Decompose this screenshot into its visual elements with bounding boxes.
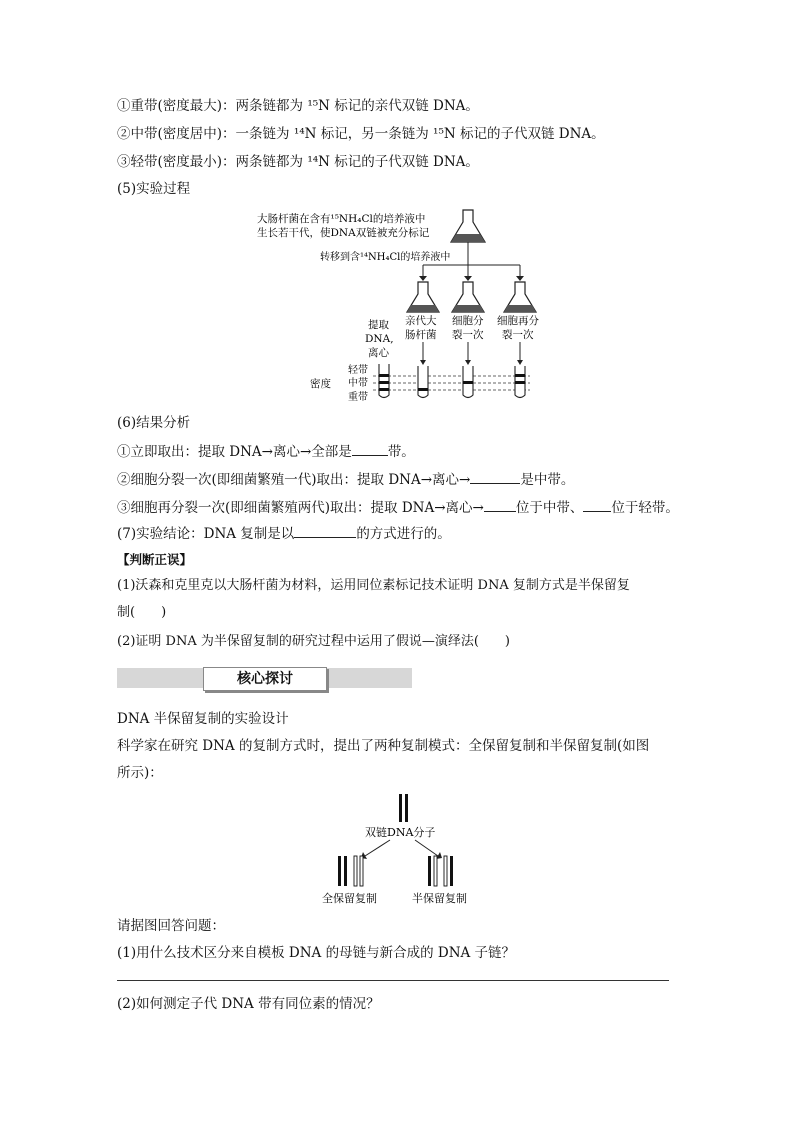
flask-gen2-icon — [504, 282, 536, 312]
question-1: (1)用什么技术区分来自模板 DNA 的母链与新合成的 DNA 子链？ — [117, 945, 516, 961]
tube-reference-icon — [379, 364, 389, 398]
experiment-process-figure — [245, 200, 565, 410]
fig1-flask2-label-1: 细胞分 — [452, 315, 484, 327]
blank-1 — [352, 442, 388, 456]
fig2-right-label: 半保留复制 — [412, 892, 467, 905]
blank-5 — [294, 524, 356, 538]
fig1-flask1-label-2: 肠杆菌 — [405, 329, 437, 341]
fig2-center-label: 双链DNA分子 — [365, 826, 436, 839]
judge-item-1-a: (1)沃森和克里克以大肠杆菌为材料，运用同位素标记技术证明 DNA 复制方式是半保留复 — [117, 578, 630, 593]
result-item-1-text-b: 带。 — [387, 444, 415, 460]
fig1-top-text-1: 大肠杆菌在含有¹⁵NH₄Cl的培养液中 — [257, 213, 426, 225]
fig1-top-text-2: 生长若干代，使DNA双链被充分标记 — [257, 227, 430, 239]
replication-models-figure — [310, 790, 490, 908]
question-intro: 请据图回答问题： — [117, 918, 225, 934]
fig1-extract-2: DNA, — [365, 333, 394, 345]
conclusion-text-b: 的方式进行的。 — [356, 526, 451, 542]
answer-line-1 — [117, 980, 669, 981]
question-2: (2)如何测定子代 DNA 带有同位素的情况？ — [117, 996, 380, 1012]
result-item-2-text-a: ②细胞分裂一次(即细菌繁殖一代)取出：提取 DNA→离心→ — [117, 472, 471, 488]
result-item-2-text-b: 是中带。 — [520, 472, 575, 488]
flask-parent-icon — [407, 282, 439, 312]
section-title: 核心探讨 — [203, 667, 327, 691]
fig1-extract-3: 离心 — [368, 347, 389, 359]
band-middle-text: ②中带(密度居中)：一条链为 ¹⁴N 标记，另一条链为 ¹⁵N 标记的子代双链 DNA。 — [117, 126, 605, 142]
experiment-process-heading: (5)实验过程 — [117, 181, 191, 197]
result-item-2 — [117, 470, 574, 489]
flask-gen1-icon — [452, 282, 484, 312]
fig1-flask3-label-2: 裂一次 — [502, 329, 534, 341]
result-item-3 — [117, 498, 679, 517]
band-heavy-text: ①重带(密度最大)：两条链都为 ¹⁵N 标记的亲代双链 DNA。 — [117, 98, 479, 114]
blank-3 — [484, 498, 516, 512]
fig1-middle-band-label: 中带 — [348, 378, 368, 389]
result-item-1 — [117, 442, 415, 461]
tube-gen2-icon — [515, 366, 525, 398]
judge-item-2: (2)证明 DNA 为半保留复制的研究过程中运用了假说—演绎法( ) — [117, 634, 511, 649]
conclusion-line — [117, 524, 451, 543]
result-item-1-text-a: ①立即取出：提取 DNA→离心→全部是 — [117, 444, 352, 460]
fig1-heavy-band-label: 重带 — [348, 392, 368, 403]
topic-title: DNA 半保留复制的实验设计 — [117, 711, 289, 727]
judge-item-1-b: 制( ) — [117, 605, 167, 620]
result-item-3-text-a: ③细胞再分裂一次(即细菌繁殖两代)取出：提取 DNA→离心→ — [117, 500, 484, 516]
intro-text-a: 科学家在研究 DNA 的复制方式时，提出了两种复制模式：全保留复制和半保留复制(如图 — [117, 738, 650, 754]
blank-4 — [583, 498, 611, 512]
judge-tag: 【判断正误】 — [117, 552, 193, 567]
blank-2 — [470, 470, 520, 484]
fig1-light-band-label: 轻带 — [348, 365, 368, 376]
fig1-flask1-label-1: 亲代大 — [405, 315, 437, 327]
fig1-flask3-label-1: 细胞再分 — [497, 315, 539, 327]
fig1-density-label: 密度 — [310, 378, 331, 390]
semiconservative-dna-icon — [428, 856, 453, 886]
intro-text-b: 所示)： — [117, 765, 163, 781]
conservative-dna-icon — [338, 856, 363, 886]
parent-flask-icon — [451, 210, 485, 242]
result-item-3-text-c: 位于轻带。 — [611, 500, 679, 516]
fig2-left-label: 全保留复制 — [322, 892, 377, 905]
result-item-3-text-b: 位于中带、 — [515, 500, 584, 516]
tube-gen1-icon — [463, 366, 473, 398]
fig1-transfer-text: 转移到含¹⁴NH₄Cl的培养液中 — [320, 252, 451, 263]
band-light-text: ③轻带(密度最小)：两条链都为 ¹⁴N 标记的子代双链 DNA。 — [117, 154, 479, 170]
parent-dna-icon — [399, 794, 408, 822]
tube-parent-icon — [418, 366, 428, 398]
conclusion-text-a: (7)实验结论：DNA 复制是以 — [117, 526, 295, 542]
fig1-extract-1: 提取 — [368, 319, 389, 331]
results-heading: (6)结果分析 — [117, 415, 191, 431]
fig1-flask2-label-2: 裂一次 — [452, 329, 484, 341]
